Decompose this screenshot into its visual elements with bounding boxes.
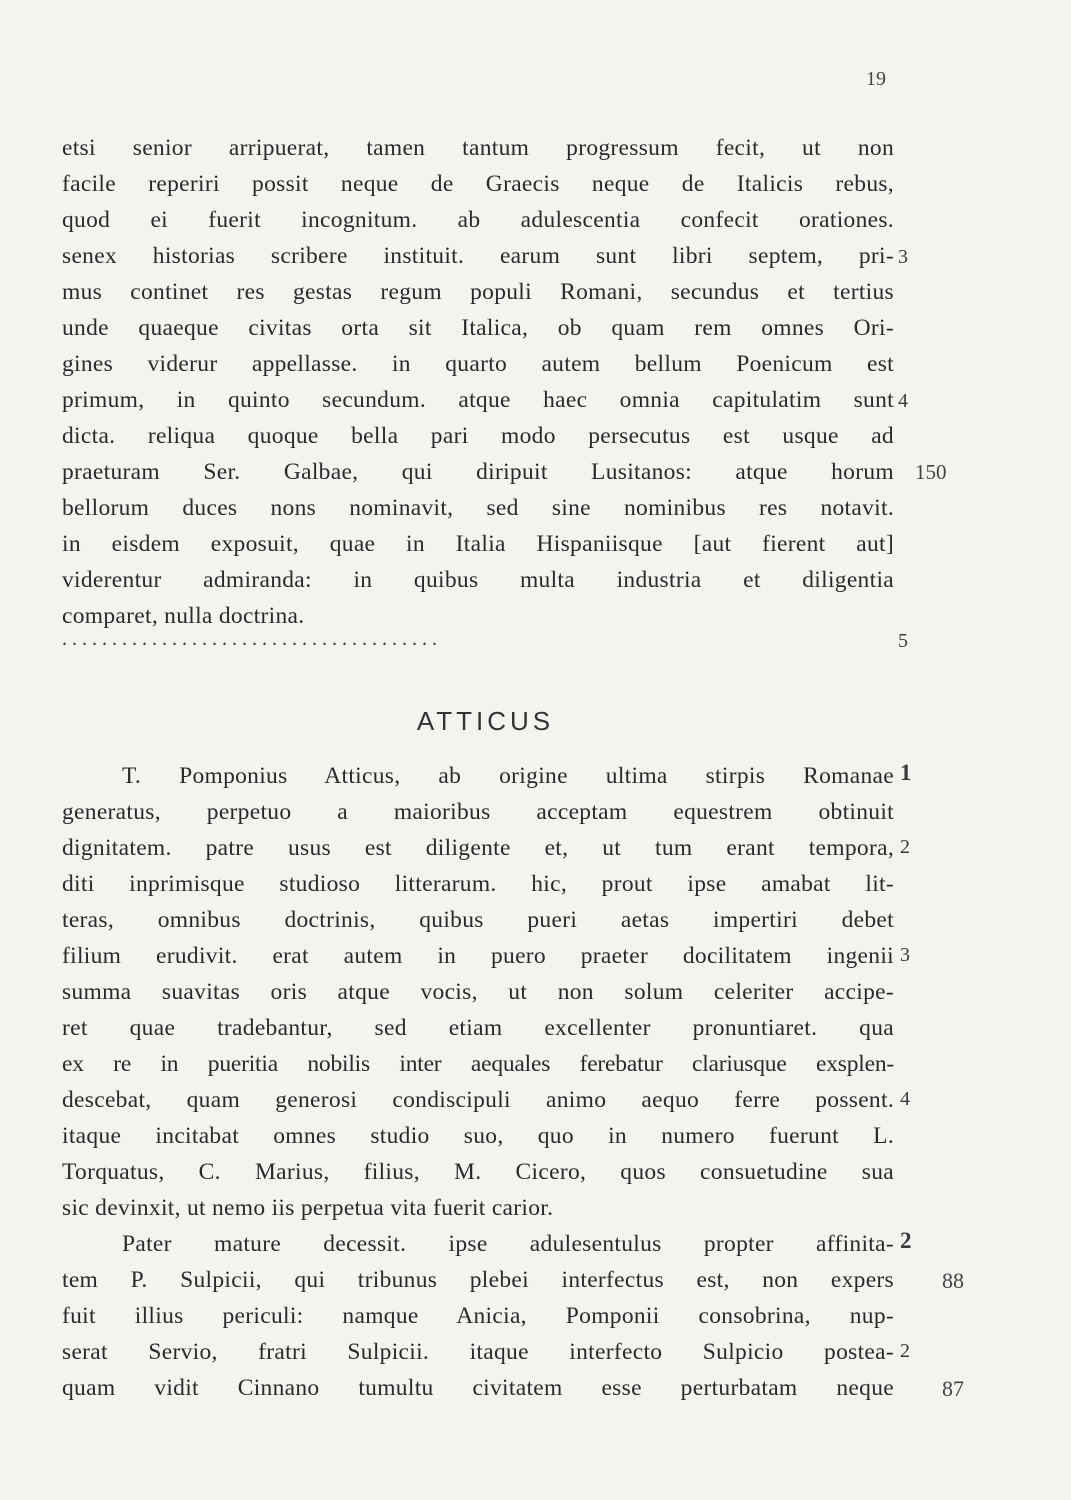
text-line: ret quae tradebantur, sed etiam excellenter pronuntiaret. qua [62, 1015, 894, 1041]
text-line: quam vidit Cinnano tumultu civitatem esse perturbatam neque [62, 1375, 894, 1401]
text-line: bellorum duces nons nominavit, sed sine nominibus res notavit. [62, 495, 894, 521]
text-line: sic devinxit, ut nemo iis perpetua vita fuerit carior. [62, 1195, 554, 1221]
page-number: 19 [866, 68, 886, 90]
text-line: gines viderur appellasse. in quarto autem bellum Poenicum est [62, 351, 894, 377]
text-line: ex re in pueritia nobilis inter aequales ferebatur clariusque exsplen- [62, 1051, 894, 1077]
section-number: 4 [900, 1088, 910, 1110]
chapter-number: 2 [900, 1228, 912, 1253]
text-line: dignitatem. patre usus est diligente et, ut tum erant tempora, [62, 835, 894, 861]
text-line: generatus, perpetuo a maioribus acceptam equestrem obtinuit [62, 799, 894, 825]
lacuna-dots: . . . . . . . . . . . . . . . . . . . . . . . . . . . . . . . . . . . . . . [62, 628, 437, 650]
text-line: filium erudivit. erat autem in puero praeter docilitatem ingenii [62, 943, 894, 969]
line-number: 88 [942, 1268, 964, 1293]
text-line: dicta. reliqua quoque bella pari modo persecutus est usque ad [62, 423, 894, 449]
text-line: descebat, quam generosi condiscipuli animo aequo ferre possent. [62, 1087, 894, 1113]
text-line: unde quaeque civitas orta sit Italica, ob quam rem omnes Ori- [62, 315, 894, 341]
text-line: T. Pomponius Atticus, ab origine ultima stirpis Romanae [122, 763, 894, 789]
text-line: itaque incitabat omnes studio suo, quo in numero fuerunt L. [62, 1123, 894, 1149]
text-line: viderentur admiranda: in quibus multa industria et diligentia [62, 567, 894, 593]
text-line: senex historias scribere instituit. earum sunt libri septem, pri- [62, 243, 894, 269]
text-line: praeturam Ser. Galbae, qui diripuit Lusitanos: atque horum [62, 459, 894, 485]
text-line: in eisdem exposuit, quae in Italia Hispaniisque [aut fierent aut] [62, 531, 894, 557]
text-line: Torquatus, C. Marius, filius, M. Cicero, quos consuetudine sua [62, 1159, 894, 1185]
text-line: comparet, nulla doctrina. [62, 603, 305, 629]
section-number: 5 [898, 630, 908, 652]
text-line: summa suavitas oris atque vocis, ut non solum celeriter accipe- [62, 979, 894, 1005]
text-line: primum, in quinto secundum. atque haec omnia capitulatim sunt [62, 387, 894, 413]
text-line: etsi senior arripuerat, tamen tantum progressum fecit, ut non [62, 135, 894, 161]
text-line: tem P. Sulpicii, qui tribunus plebei interfectus est, non expers [62, 1267, 894, 1293]
section-number: 3 [900, 944, 910, 966]
text-line: teras, omnibus doctrinis, quibus pueri aetas impertiri debet [62, 907, 894, 933]
text-line: facile reperiri possit neque de Graecis neque de Italicis rebus, [62, 171, 894, 197]
text-line: diti inprimisque studioso litterarum. hic, prout ipse amabat lit- [62, 871, 894, 897]
text-line: serat Servio, fratri Sulpicii. itaque interfecto Sulpicio postea- [62, 1339, 894, 1365]
text-line: mus continet res gestas regum populi Romani, secundus et tertius [62, 279, 894, 305]
section-number: 2 [900, 1340, 910, 1362]
chapter-number: 1 [900, 760, 912, 785]
text-line: Pater mature decessit. ipse adulesentulus propter affinita- [122, 1231, 894, 1257]
chapter-heading: ATTICUS [416, 706, 555, 736]
section-number: 3 [898, 246, 908, 268]
section-number: 2 [900, 836, 910, 858]
line-number: 150 [915, 460, 947, 484]
line-number: 87 [942, 1376, 964, 1401]
text-line: quod ei fuerit incognitum. ab adulescentia confecit orationes. [62, 207, 894, 233]
text-line: fuit illius periculi: namque Anicia, Pomponii consobrina, nup- [62, 1303, 894, 1329]
section-number: 4 [898, 390, 908, 412]
